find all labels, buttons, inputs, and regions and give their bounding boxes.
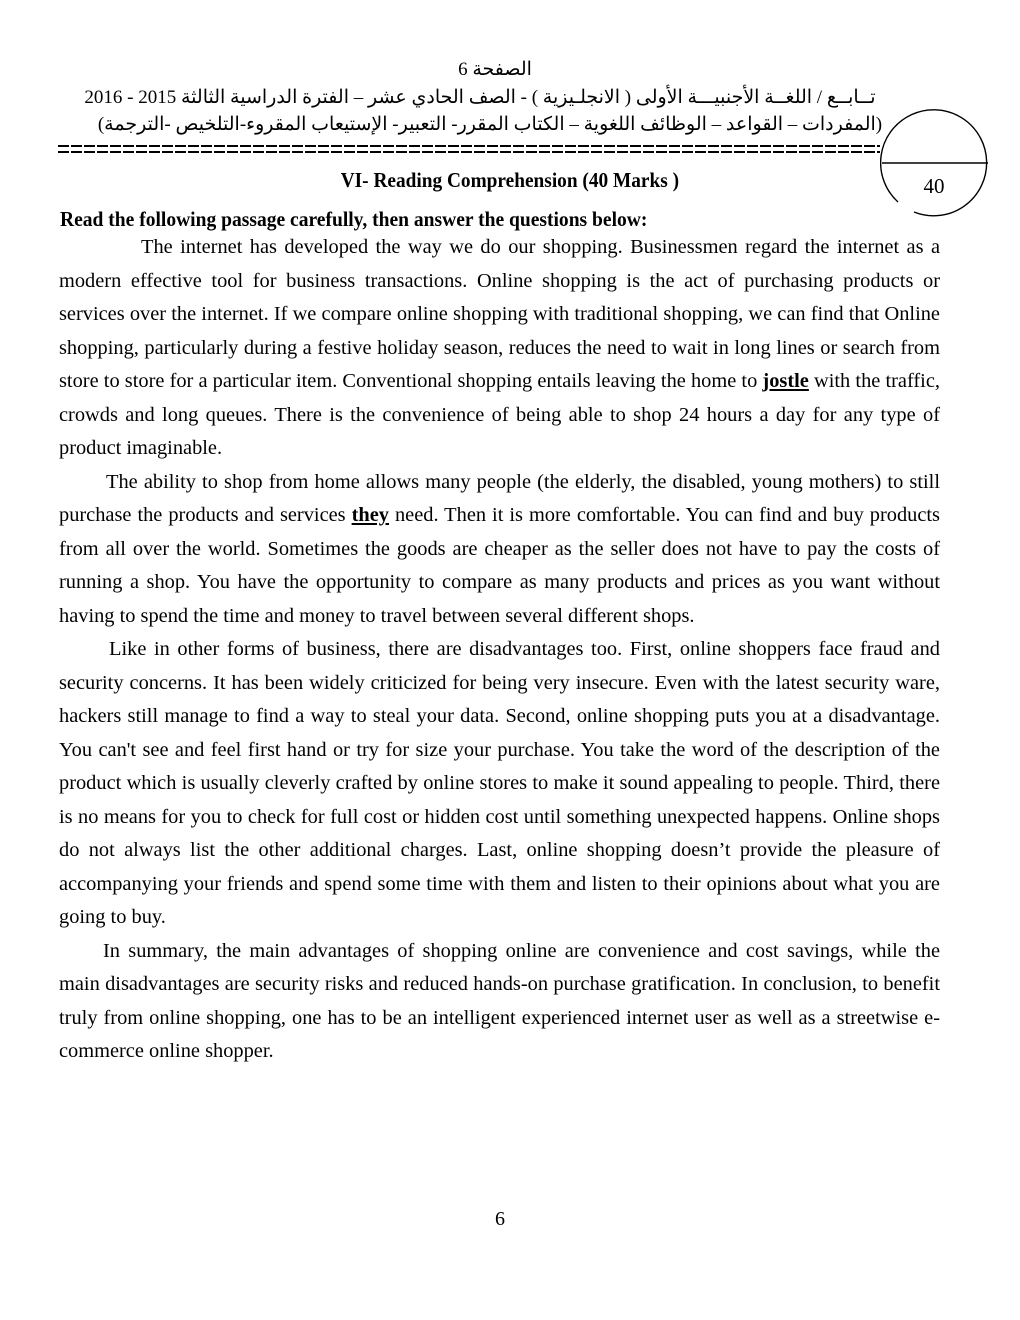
passage-paragraph-2 — [59, 466, 940, 634]
marks-circle-icon — [880, 108, 990, 218]
passage-text: The internet has developed the way we do our shopping. Businessmen regard the internet as a modern effective tool for business transactions. Online shopping is the act of purchasing products or services over the internet. If we compare online shopping with traditional shopping, we can find that Online shopping, particularly during a festive holiday season, reduces the need to wait in long lines or search from store to store for a particular item. Conventional shopping entails leaving the home to — [59, 236, 940, 392]
passage-text: with the traffic, crowds and long queues. There is the convenience of being able to shop 24 hours a day for any type of product imaginable. — [59, 370, 940, 459]
keyword-they: they — [351, 504, 389, 526]
header-separator — [58, 145, 880, 153]
instruction-text — [60, 207, 780, 232]
header-course-topics: (المفردات – القواعد – الوظائف اللغوية – الكتاب المقرر- التعبير- الإستيعاب المقروء-التلخيص -الترجمة) — [97, 114, 883, 135]
header-course-title: تــابــع / اللغــة الأجنبيـــة الأولى ( الانجلـيزية ) - الصف الحادي عشر – الفترة الدراسية الثالثة 2015 - 2016 — [84, 87, 876, 108]
marks-value: 40 — [923, 174, 945, 198]
passage-paragraph-4: In summary, the main advantages of shopping online are convenience and cost savings, while the main disadvantages are security risks and reduced hands-on purchase gratification. In conclusion, to benefit truly from online shopping, one has to be an intelligent experienced internet user as well as a streetwise e-commerce online shopper. — [59, 939, 940, 1062]
keyword-jostle: jostle — [762, 370, 809, 392]
passage-text: The ability to shop from home allows many people (the elderly, the disabled, young mothers) to still purchase the products and services — [59, 470, 940, 526]
instruction-text-inner: Read the following passage carefully, then answer the questions below: — [60, 207, 648, 231]
passage-paragraph-3: Like in other forms of business, there are disadvantages too. First, online shoppers face fraud and security concerns. It has been widely criticized for being very insecure. Even with the latest security ware, hackers still manage to find a way to steal your data. Second, online shopping puts you at a disadvantage. You can't see and feel first hand or try for size your purchase. You take the word of the description of the product which is usually cleverly crafted by online stores to make it sound appealing to people. Third, there is no means for you to check for full cost or hidden cost until something unexpected happens. Online shops do not always list the other additional charges. Last, online shopping doesn’t provide the pleasure of accompanying your friends and spend some time with them and listen to their opinions about what you are going to buy. — [59, 638, 940, 928]
section-heading — [0, 168, 1020, 193]
header-page-label: الصفحة 6 — [458, 59, 532, 80]
passage-paragraph-1 — [59, 231, 940, 466]
reading-passage — [59, 231, 940, 1069]
passage-text: need. Then it is more comfortable. You can find and buy products from all over the world. Sometimes the goods are cheaper as the seller does not have to pay the costs of running a shop. You have the opportunity to compare as many products and prices as you want without having to spend the time and money to travel between several different shops. — [59, 504, 940, 627]
footer-page-number: 6 — [495, 1208, 505, 1230]
section-heading-text: VI- Reading Comprehension (40 Marks ) — [340, 168, 680, 192]
